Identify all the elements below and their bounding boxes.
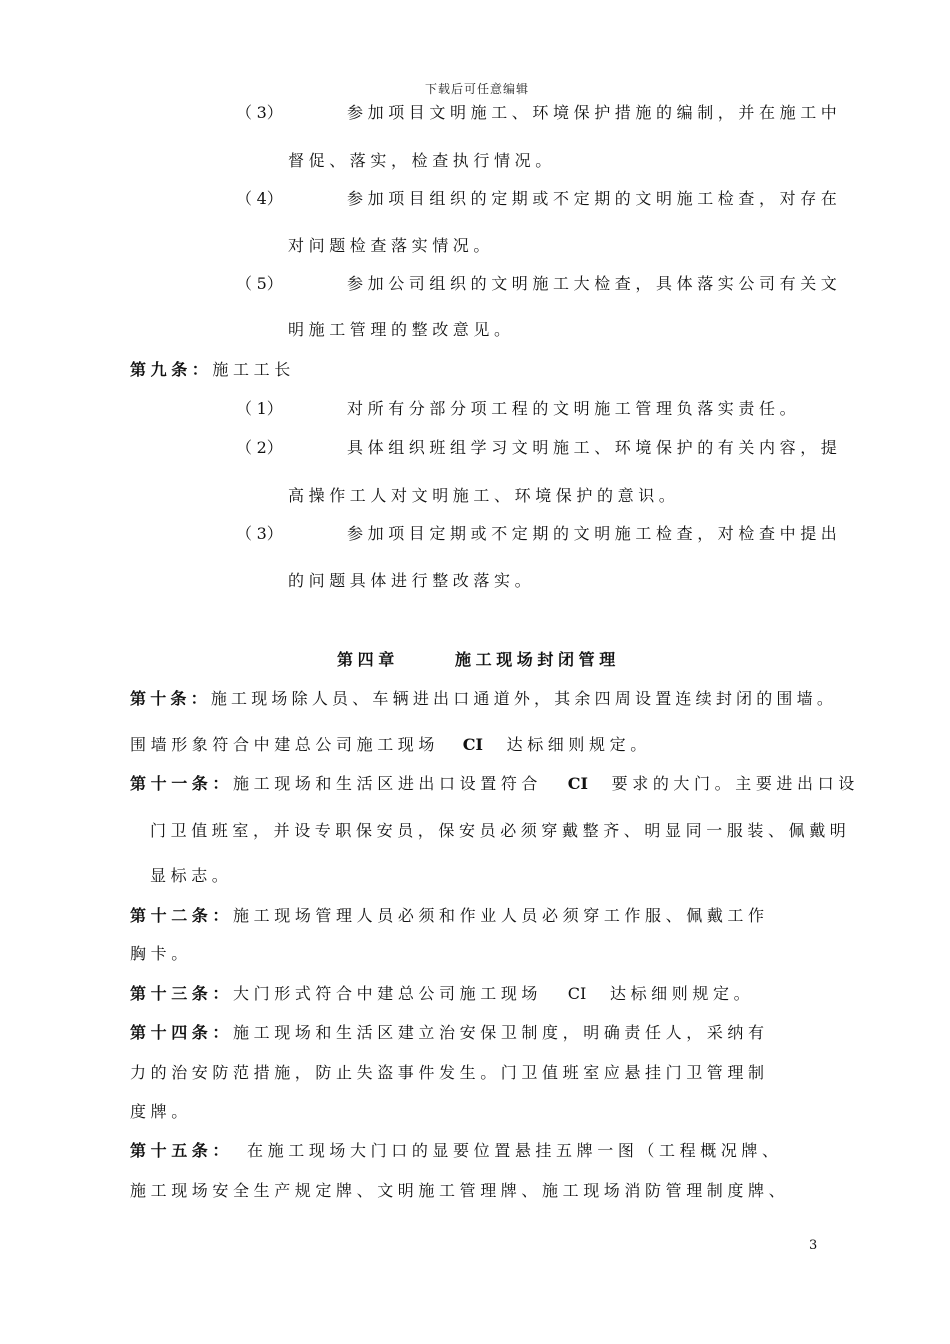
article-text: 施工现场和生活区建立治安保卫制度，明确责任人，采纳有 (233, 1023, 769, 1042)
article-10-cont (130, 735, 651, 755)
article-text: 施工现场除人员、车辆进出口通道外，其余四周设置连续封闭的围墙。 (210, 689, 838, 708)
item-text: 参加项目定期或不定期的文明施工检查，对检查中提出 (347, 524, 842, 543)
article-text: 达标细则规定。 (506, 735, 651, 754)
article-15-cont: 施工现场安全生产规定牌、文明施工管理牌、施工现场消防管理制度牌、 (130, 1181, 790, 1200)
item-text: 对问题检查落实情况。 (288, 236, 495, 255)
item-text: 督促、落实，检查执行情况。 (288, 151, 556, 170)
article-10 (130, 689, 837, 709)
ci-term: CI (462, 735, 483, 754)
article-12-cont: 胸卡。 (130, 944, 192, 963)
article-label: 第十条： (130, 689, 211, 708)
page-number: 3 (809, 1238, 818, 1253)
chapter-number: 第四章 (337, 650, 399, 669)
article-14-cont: 度牌。 (130, 1102, 192, 1121)
item-text: 参加公司组织的文明施工大检查，具体落实公司有关文 (347, 274, 842, 293)
chapter-title: 施工现场封闭管理 (455, 650, 620, 669)
article-12 (130, 906, 769, 926)
item-text: 参加项目组织的定期或不定期的文明施工检查，对存在 (347, 189, 842, 208)
item-text: 具体组织班组学习文明施工、环境保护的有关内容，提 (347, 438, 842, 457)
article-14-cont: 力的治安防范措施，防止失盗事件发生。门卫值班室应悬挂门卫管理制 (130, 1063, 769, 1082)
item-text: 高操作工人对文明施工、环境保护的意识。 (288, 486, 680, 505)
article-text: 在施工现场大门口的显要位置悬挂五牌一图（工程概况牌、 (247, 1141, 783, 1160)
item-number: （1） (236, 399, 288, 418)
ci-term: CI (567, 984, 587, 1003)
ci-term: CI (567, 774, 588, 793)
article-14 (130, 1023, 769, 1043)
article-text: 要求的大门。主要进出口设 (611, 774, 859, 793)
item-number: （2） (236, 438, 288, 457)
item-number: （5） (236, 274, 288, 293)
article-11 (130, 774, 859, 794)
item-number: （4） (236, 189, 288, 208)
article-15 (130, 1141, 783, 1161)
item-text: 参加项目文明施工、环境保护措施的编制，并在施工中 (347, 103, 842, 122)
article-text: 施工工长 (212, 360, 295, 379)
article-label: 第十二条： (130, 906, 234, 925)
article-9 (130, 360, 295, 380)
article-text: 施工现场管理人员必须和作业人员必须穿工作服、佩戴工作 (233, 906, 769, 925)
article-label: 第十五条： (130, 1141, 234, 1160)
item-text: 明施工管理的整改意见。 (288, 320, 515, 339)
article-label: 第十三条： (130, 984, 234, 1003)
article-text: 达标细则规定。 (609, 984, 755, 1003)
article-label: 第十一条： (130, 774, 234, 793)
article-13 (130, 984, 754, 1004)
article-text: 围墙形象符合中建总公司施工现场 (130, 735, 440, 754)
article-11-cont: 门卫值班室，并设专职保安员，保安员必须穿戴整齐、明显同一服装、佩戴明 (150, 821, 851, 840)
item-text: 的问题具体进行整改落实。 (288, 571, 536, 590)
item-number: （3） (236, 524, 288, 543)
article-label: 第十四条： (130, 1023, 234, 1042)
article-11-cont: 显标志。 (150, 866, 233, 885)
item-number: （3） (236, 103, 288, 122)
page-header: 下载后可任意编辑 (425, 82, 530, 96)
article-text: 施工现场和生活区进出口设置符合 (233, 774, 543, 793)
article-label: 第九条： (130, 360, 213, 379)
item-text: 对所有分部分项工程的文明施工管理负落实责任。 (347, 399, 801, 418)
article-text: 大门形式符合中建总公司施工现场 (233, 984, 543, 1003)
